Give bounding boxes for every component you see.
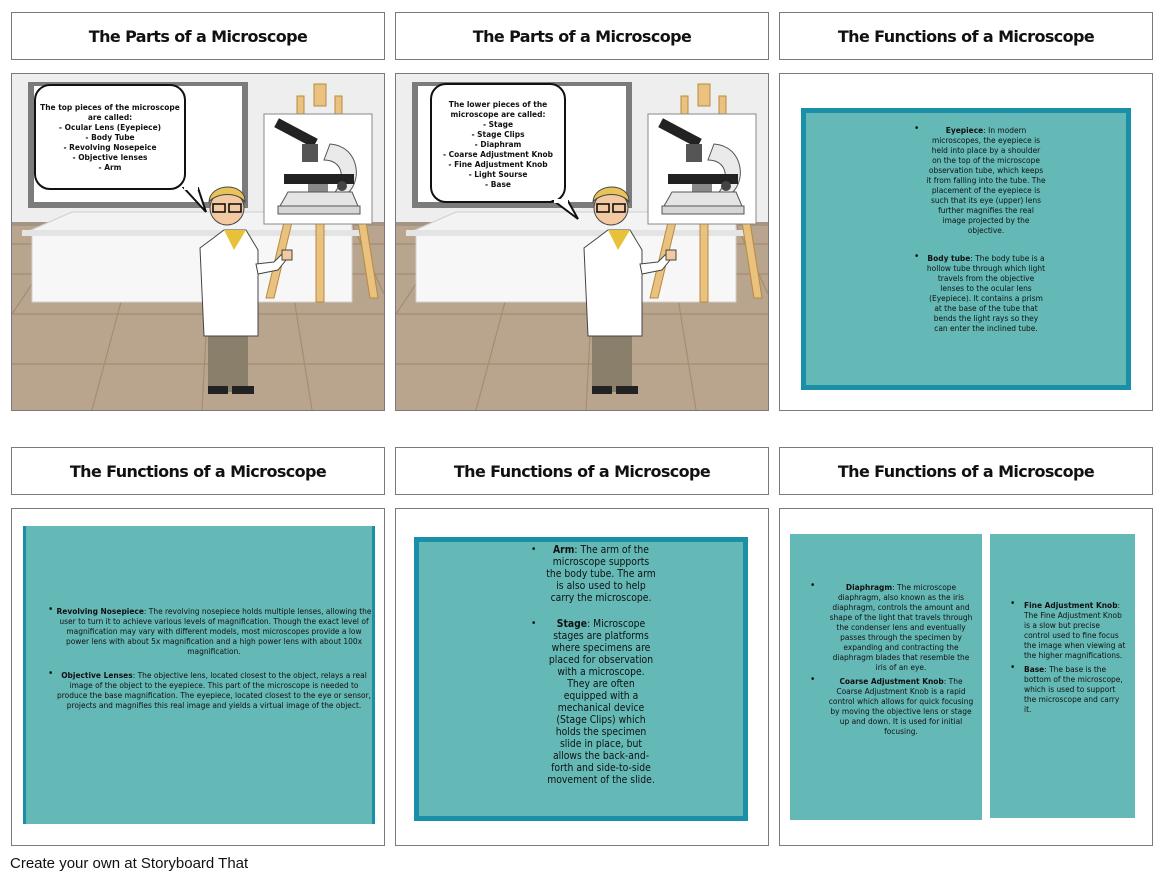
list-item: • Diaphragm: The microscope diaphragm, also known as the iris diaphragm, controls the amount and shape of the light that travels through the condenser lens and eventually passes through the specimen by expanding and contracting the diaphragm blades that resemble the iris of an eye. [810,580,973,672]
list-item: • Eyepiece: In modern microscopes, the eyepiece is held into place by a shoulder on the top of the microscope observation tube, which keeps it from falling into the tube. The placement of the eyepiece is such that its eye (upper) lens further magnifies the real image projected by the objective. [914,123,1046,235]
panel-2-scene [395,73,769,411]
item-label: Objective Lenses [61,670,133,680]
item-text: : The arm of the microscope supports the body tube. The arm is also used to help carry the microscope. [546,544,656,604]
panel-6-right-card [990,534,1135,818]
list-item: • Objective Lenses: The objective lens, located closest to the object, relays a real image of the object to the eyepiece. This part of the microscope is needed to produce the base magnification. The eyepiece, located closest to the eye or sensor, projects and magnifies this real image and yields a virtual image of the object. [48,668,371,710]
panel-6-left-card [790,534,982,820]
panel-5-teal-card [414,537,748,821]
panel-4-title-text: The Functions of a Microscope [69,461,327,481]
list-item: • Coarse Adjustment Knob: The Coarse Adjustment Knob is a rapid control which allows for quick focusing by moving the objective lens or stage up and down. It is used for initial focusing. [810,674,974,736]
list-item: • Revolving Nosepiece: The revolving nosepiece holds multiple lenses, allowing the user to turn it to achieve various levels of magnification. Though the exact level of magnification may vary with different models, most microscopes provide a low power lens with about 5x magnification and a high power lens with about 100x magnification. [48,604,372,656]
item-text: : The body tube is a hollow tube through which light travels from the objective lenses to the ocular lens (Eyepiece). It contains a prism at the base of the tube that bends the light rays so they can enter the inclined tube. [926,253,1046,333]
panel-5-list [531,544,657,802]
bubble-line: microscope are called: [450,109,546,119]
panel-5-title [395,447,769,495]
item-text: : The revolving nosepiece holds multiple lenses, allowing the user to turn it to achieve various levels of magnification. Though the exact level of magnification may vary with different models, most microscopes provide a low power lens with about 5x magnification and a high power lens with about 100x magnification. [59,606,372,656]
panel-6-title [779,447,1153,495]
list-item: • Fine Adjustment Knob: The Fine Adjustment Knob is a slow but precise control used to fine focus the image when viewing at the higher magnifications. [1010,598,1126,660]
item-label: Diaphragm [845,582,893,592]
panel-5-content [395,508,769,846]
item-text: : The Fine Adjustment Knob is a slow but precise control used to fine focus the image when viewing at the higher magnifications. [1024,600,1126,660]
panel-5-title-text: The Functions of a Microscope [453,461,711,481]
panel-3-content [779,73,1153,411]
list-item: • Stage: Microscope stages are platforms where specimens are placed for observation with a microscope. They are often equipped with a mechanical device (Stage Clips) which holds the specimen slide in place, but allows the back-and-forth and side-to-side movement of the slide. [531,618,655,786]
footer-link[interactable]: Create your own at Storyboard That [10,855,249,872]
item-label: Coarse Adjustment Knob [839,676,944,686]
list-item: • Body tube: The body tube is a hollow tube through which light travels from the objective lenses to the ocular lens (Eyepiece). It contains a prism at the base of the tube that bends the light rays so they can enter the inclined tube. [914,251,1046,333]
panel-1-speech-bubble [34,84,186,190]
speech-tail-icon [172,186,212,216]
item-label: Body tube [927,253,971,263]
panel-3-title [779,12,1153,60]
bubble-line: are called: [87,112,133,122]
panel-2-title-text: The Parts of a Microscope [472,26,692,46]
item-label: Eyepiece [945,125,984,135]
item-text: : The base is the bottom of the microscope, which is used to support the microscope and carry it. [1024,664,1123,714]
bubble-line: - Body Tube [85,132,135,142]
panel-4-title [11,447,385,495]
item-label: Fine Adjustment Knob [1024,600,1118,610]
bubble-line: - Stage Clips [471,129,525,139]
panel-3-title-text: The Functions of a Microscope [837,26,1095,46]
item-label: Stage [556,618,588,630]
bubble-line: - Arm [98,162,122,172]
panel-1-scene [11,73,385,411]
panel-4-list [48,604,372,726]
item-text: : Microscope stages are platforms where specimens are placed for observation with a microscope. They are often equipped with a mechanical device (Stage Clips) which holds the specimen slide in place, but allows the back-and-forth and side-to-side movement of the slide. [547,618,655,786]
item-label: Revolving Nosepiece [56,606,144,616]
list-item: • Arm: The arm of the microscope supports the body tube. The arm is also used to help carry the microscope. [531,544,656,604]
bubble-line: - Fine Adjustment Knob [448,159,548,169]
item-text: : The microscope diaphragm, also known as the iris diaphragm, controls the amount and shape of the light that travels through the condenser lens and eventually passes through the specimen by expanding and contracting the diaphragm blades that resemble the iris of an eye. [829,582,973,672]
bubble-line: - Light Sourse [468,169,528,179]
item-text: : In modern microscopes, the eyepiece is held into place by a shoulder on the top of the microscope observation tube, which keeps it from falling into the tube. The placement of the eyepiece is such that its eye (upper) lens further magnifies the real image projected by the objective. [926,125,1046,235]
bubble-line: The lower pieces of the [448,99,548,109]
panel-6-left-list [810,580,976,752]
bubble-line: - Coarse Adjustment Knob [442,149,554,159]
bubble-line: - Ocular Lens (Eyepiece) [58,122,162,132]
item-text: : The Coarse Adjustment Knob is a rapid control which allows for quick focusing by moving the objective lens or stage up and down. It is used for initial focusing. [828,676,974,736]
item-label: Arm [553,544,575,556]
panel-4-content [11,508,385,846]
panel-2-title [395,12,769,60]
bubble-line: - Objective lenses [72,152,148,162]
item-label: Base [1024,664,1045,674]
panel-6-title-text: The Functions of a Microscope [837,461,1095,481]
list-item: • Base: The base is the bottom of the microscope, which is used to support the microscope and carry it. [1010,662,1123,714]
bubble-line: The top pieces of the microscope [40,102,180,112]
panel-3-list [914,123,1046,349]
panel-2-speech-bubble [430,83,566,203]
bubble-line: - Base [485,179,511,189]
bubble-line: - Revolving Nosepeice [63,142,157,152]
panel-6-content [779,508,1153,846]
panel-4-teal-card [23,526,375,824]
panel-1-title-text: The Parts of a Microscope [88,26,308,46]
speech-tail-icon [546,199,586,225]
bubble-line: - Diaphram [474,139,522,149]
bubble-line: - Stage [482,119,514,129]
item-text: : The objective lens, located closest to the object, relays a real image of the object to the eyepiece. This part of the microscope is needed to produce the base magnification. The eyepiece, located closest to the eye or sensor, projects and magnifies this real image and yields a virtual image of the object. [57,670,371,710]
panel-1-title [11,12,385,60]
panel-3-teal-card [801,108,1131,390]
panel-6-right-list [1010,598,1128,730]
